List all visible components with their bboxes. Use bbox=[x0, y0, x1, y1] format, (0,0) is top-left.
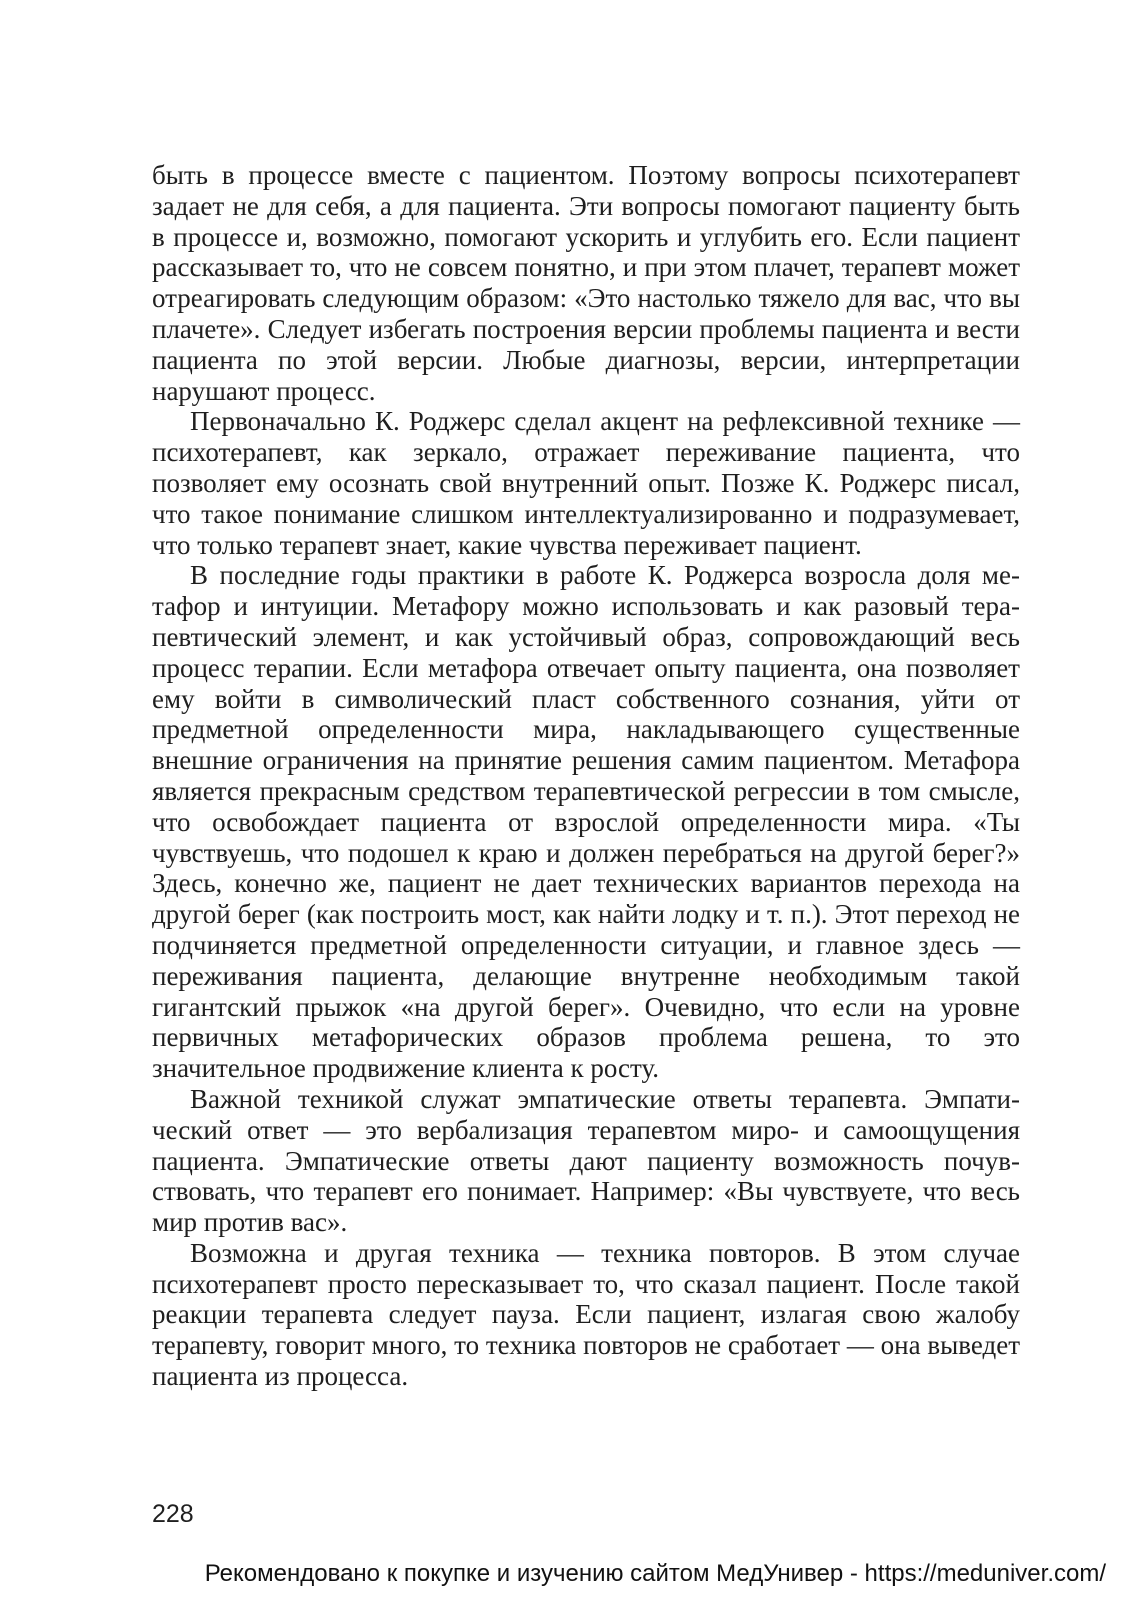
paragraph-4: Важной техникой служат эмпатические ответы терапевта. Эмпатический ответ — это вербализация терапевтом миро- и самоощущения пациента. Эмпатические ответы дают пациенту возможность почувствовать, что терапевт его понимает. Например: «Вы чувствуете, что весь мир против вас». bbox=[152, 1083, 1020, 1238]
paragraph-3: В последние годы практики в работе К. Роджерса возросла доля метафор и интуиции. Метафору можно использовать и как разовый терапевтический элемент, и как устойчивый образ, сопровождающий весь процесс терапии. Если метафора отвечает опыту пациента, она позволяет ему войти в символический пласт собственного сознания, уйти от предметной определенности мира, накладывающего существенные внешние ограничения на принятие решения самим пациентом. Метафора является прекрасным средством терапевтической регрессии в том смысле, что освобождает пациента от взрослой определенности мира. «Ты чувствуешь, что подошел к краю и должен перебраться на другой берег?» Здесь, конечно же, пациент не дает технических вариантов перехода на другой берег (как построить мост, как найти лодку и т. п.). Этот переход не подчиняется предметной определенности ситуации, и главное здесь — переживания пациента, делающие внутренне необходимым такой гигантский прыжок «на другой берег». Очевидно, что если на уровне первичных метафорических образов проблема решена, то это значительное продвижение клиента к росту. bbox=[152, 560, 1020, 1084]
body-text bbox=[152, 160, 1020, 1392]
page-number: 228 bbox=[152, 1500, 194, 1528]
paragraph-1: быть в процессе вместе с пациентом. Поэтому вопросы психотерапевт задает не для себя, а для пациента. Эти вопросы помогают пациенту быть в процессе и, возможно, помогают ускорить и углубить его. Если пациент рассказывает то, что не совсем понятно, и при этом плачет, терапевт может отреагировать следующим образом: «Это настолько тяжело для вас, что вы плачете». Следует избегать построения версии проблемы пациента и вести пациента по этой версии. Любые диагнозы, версии, интерпретации нарушают процесс. bbox=[152, 160, 1020, 406]
footer-recommendation: Рекомендовано к покупке и изучению сайтом МедУнивер - https://meduniver.com/ bbox=[204, 1560, 1106, 1587]
paragraph-2: Первоначально К. Роджерс сделал акцент на рефлексивной технике — психотерапевт, как зеркало, отражает переживание пациента, что позволяет ему осознать свой внутренний опыт. Позже К. Роджерс писал, что такое понимание слишком интеллектуализированно и подразумевает, что только терапевт знает, какие чувства переживает пациент. bbox=[152, 406, 1020, 560]
paragraph-5: Возможна и другая техника — техника повторов. В этом случае психотерапевт просто пересказывает то, что сказал пациент. После такой реакции терапевта следует пауза. Если пациент, излагая свою жалобу терапевту, говорит много, то техника повторов не сработает — она выведет пациента из процесса. bbox=[152, 1237, 1020, 1392]
